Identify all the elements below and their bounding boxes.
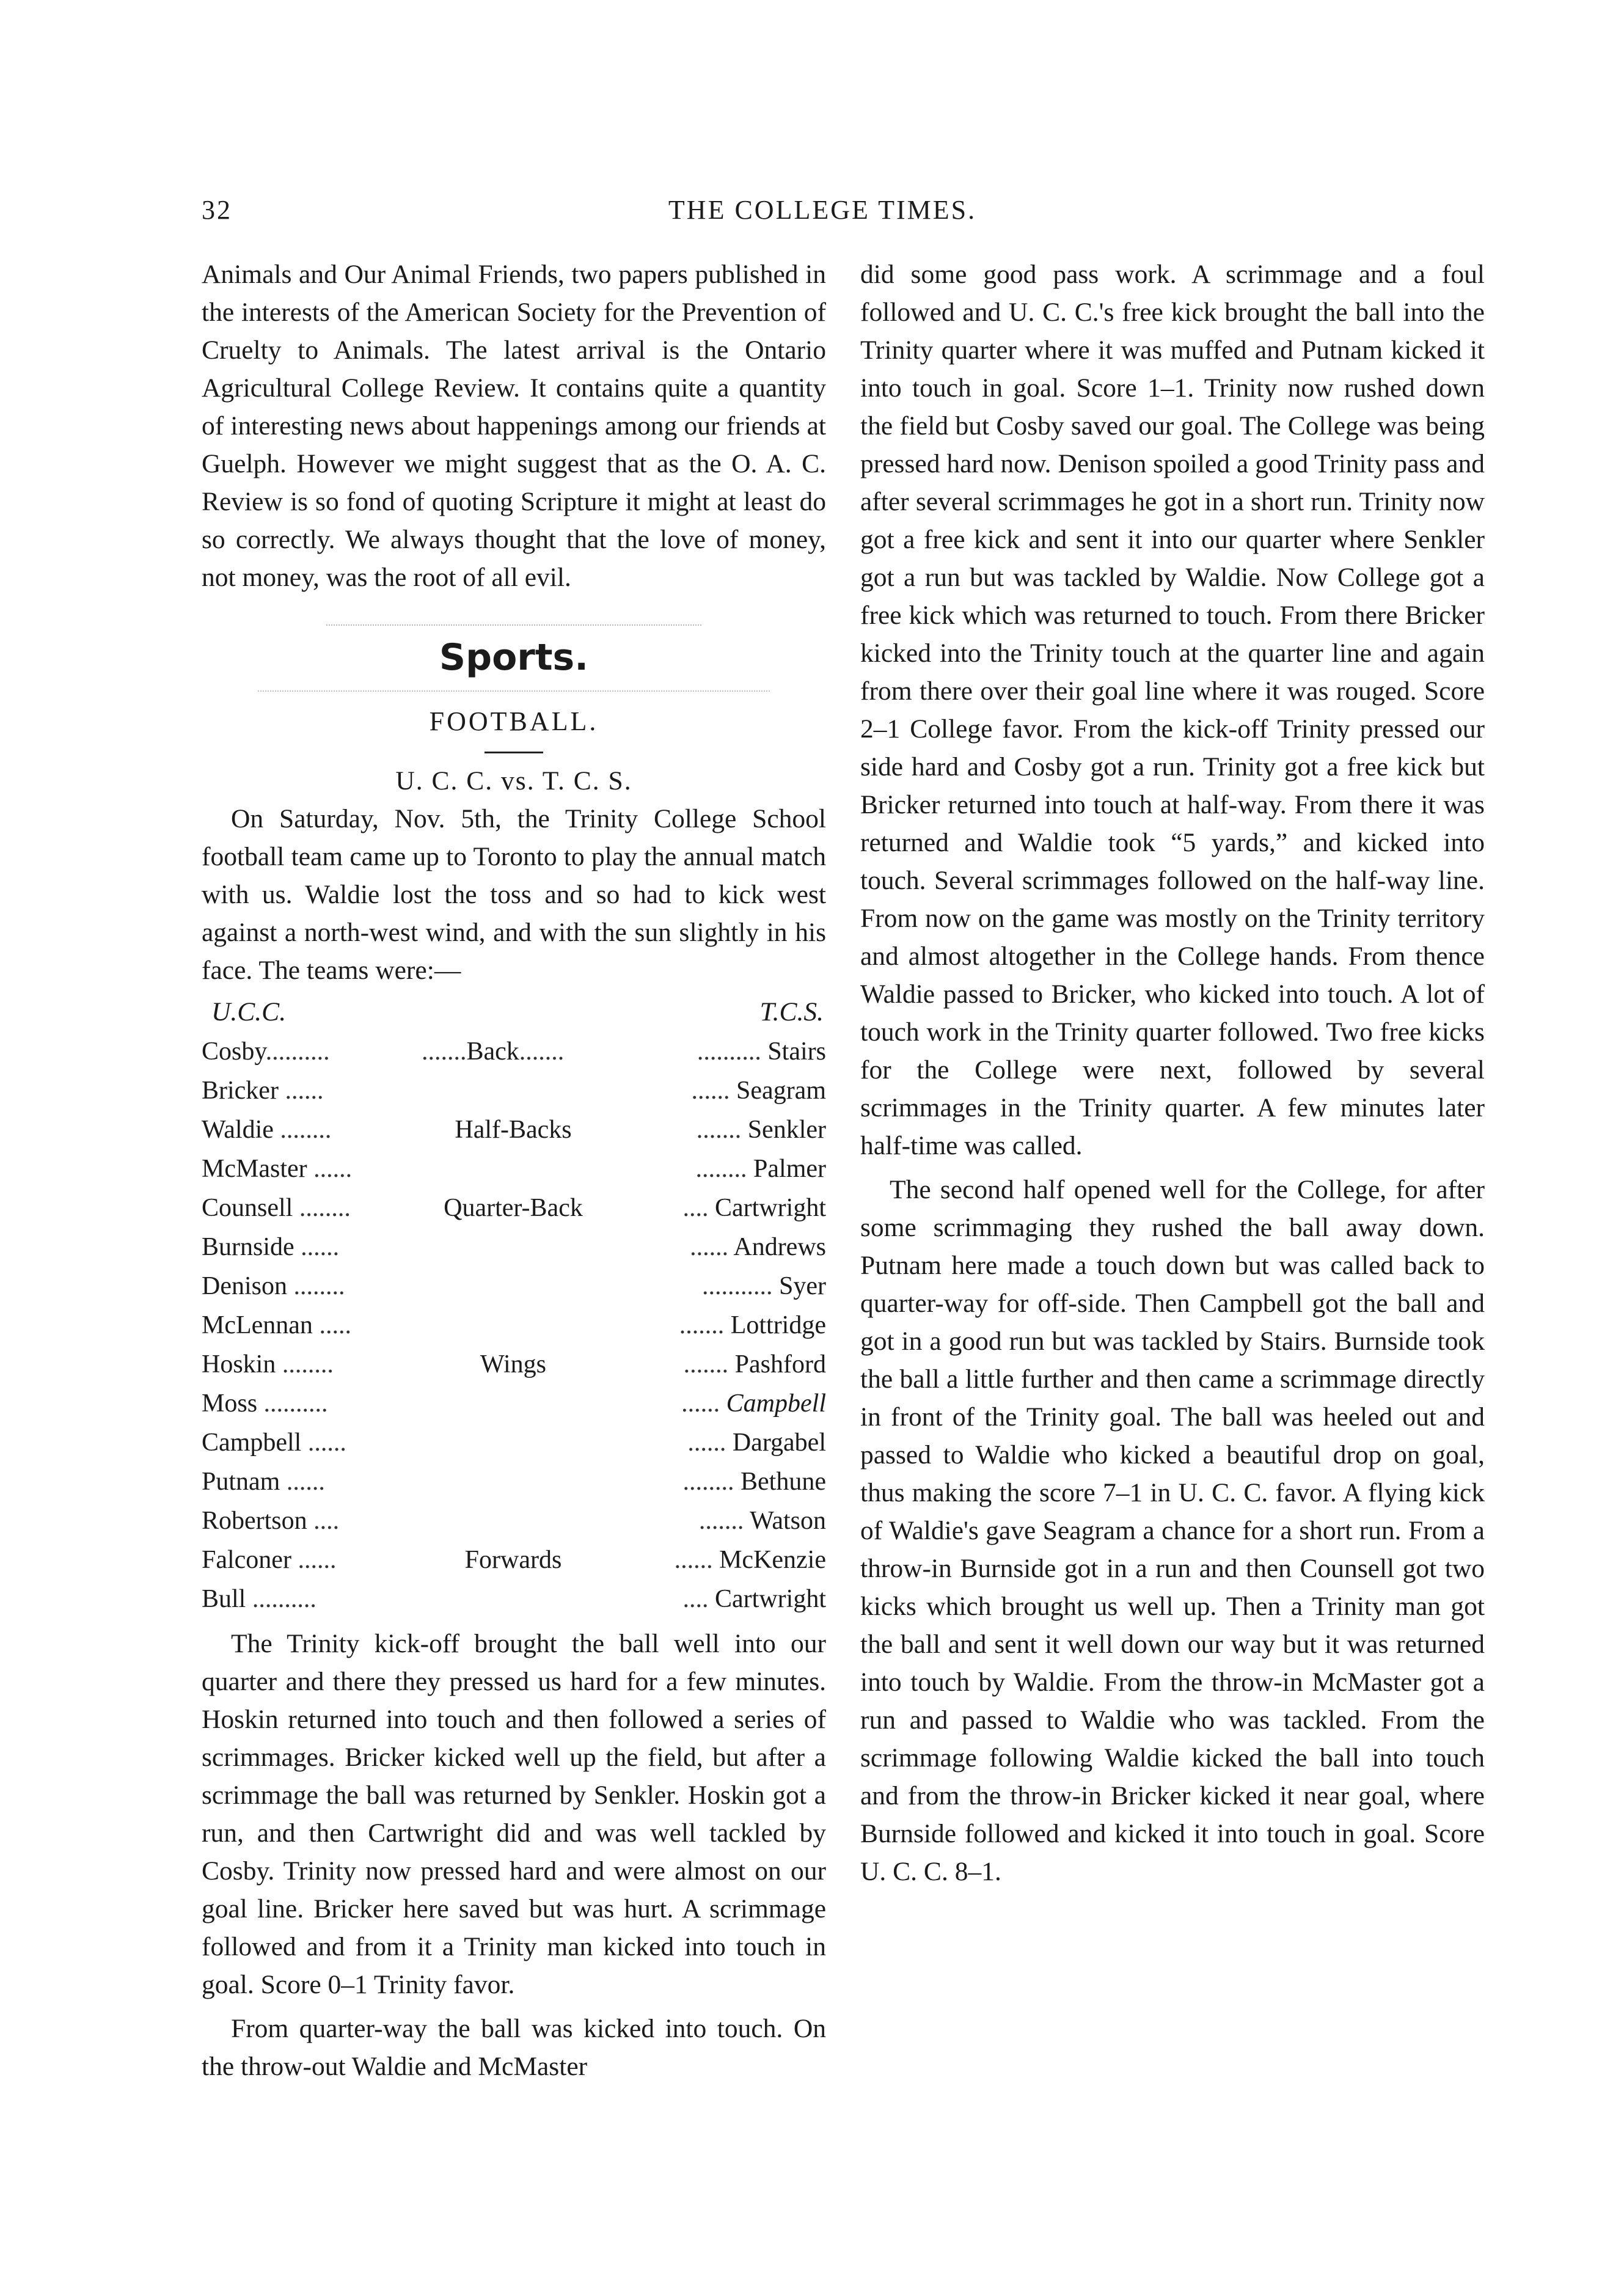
roster-row: ...... McKenzie (674, 1546, 826, 1574)
player-name: Falconer (202, 1546, 291, 1574)
positions-column (422, 1032, 605, 1619)
player-name: Cartwright (715, 1585, 826, 1613)
roster-row: ....... Senkler (696, 1116, 826, 1144)
position-label (422, 1501, 605, 1619)
subsection-title: FOOTBALL. (429, 706, 599, 736)
player-name: Campbell (202, 1429, 302, 1457)
roster-row: ...... Dargabel (687, 1429, 826, 1457)
player-name: Bethune (741, 1468, 826, 1496)
player-name: Campbell (726, 1389, 826, 1418)
ucc-header: U.C.C. (211, 997, 287, 1027)
position-label (422, 1228, 605, 1501)
match-report-paragraph: The second half opened well for the College, for after some scrimmaging they rushed the ball away down. Putnam here made a touch down but was called back to quarter-way for off-side. Then Campbell got the ball and got in a good run but was tackled by Stairs. Burnside took the ball a little further and then came a scrimmage directly in front of the Trinity goal. The ball was heeled out and passed to Waldie who kicked a beautiful drop on goal, thus making the score 7–1 in U. C. C. favor. A flying kick of Waldie's gave Seagram a chance for a short run. From a throw-in Burnside got in a run and then Counsell got two kicks which brought us well up. Then a Trinity man got the ball and sent it well down our way but it was returned into touch by Waldie. From the throw-in McMaster got a run and passed to Waldie who was tackled. From the scrimmage following Waldie kicked the ball into touch and from the throw-in Bricker kicked it near goal, where Burnside followed and kicked it into touch in goal. Score U. C. C. 8–1. (860, 1175, 1485, 1886)
player-name: Lottridge (730, 1311, 826, 1339)
roster-row: McLennan ..... (202, 1311, 351, 1339)
player-name: Cosby (202, 1038, 266, 1066)
roster-row: Cosby.......... (202, 1038, 330, 1066)
match-report-paragraph: From quarter-way the ball was kicked into touch. On the throw-out Waldie and McMaster (202, 2014, 826, 2081)
match-report-paragraph: did some good pass work. A scrimmage and a foul followed and U. C. C.'s free kick brought the ball into the Trinity quarter where it was muffed and Putnam kicked it into touch in goal. Score 1–1. Trinity now rushed down the field but Cosby saved our goal. The College was being pressed hard now. Denison spoiled a good Trinity pass and after several scrimmages he got in a short run. Trinity now got a free kick and sent it into our quarter where Senkler got a run but was tackled by Waldie. Now College got a free kick which was returned to touch. From there Bricker kicked into the Trinity touch at the quarter line and again from there over their goal line where it was rouged. Score 2–1 College favor. From the kick-off Trinity pressed our side hard and Cosby got a run. Trinity got a free kick but Bricker returned into touch at half-way. From there it was returned and Waldie took “5 yards,” and kicked into touch. Several scrimmages followed on the half-way line. From now on the game was mostly on the Trinity territory and almost altogether in the College hands. From thence Waldie passed to Bricker, who kicked into touch. A lot of touch work in the Trinity quarter followed. Two free kicks for the College were next, followed by several scrimmages in the Trinity quarter. A few minutes later half-time was called. (860, 260, 1485, 1160)
roster-row: Denison ........ (202, 1272, 345, 1300)
roster-row: Hoskin ........ (202, 1350, 334, 1378)
roster-row: ...... Seagram (691, 1077, 826, 1105)
position-label (422, 1188, 605, 1228)
player-name: Waldie (202, 1116, 274, 1144)
player-name: McKenzie (719, 1546, 826, 1574)
player-name: Dargabel (732, 1429, 826, 1457)
section-title: Sports. (439, 636, 589, 679)
player-name: Cartwright (715, 1194, 826, 1222)
player-name: Bull (202, 1585, 246, 1613)
team-rosters (202, 1032, 826, 1619)
roster-row: Putnam ...... (202, 1468, 325, 1496)
position-back: Back (466, 1038, 519, 1066)
player-name: Putnam (202, 1468, 280, 1496)
position-label: ....... Back ....... (422, 1032, 605, 1071)
position-label (422, 1071, 605, 1188)
tcs-header: T.C.S. (759, 997, 824, 1027)
roster-row: .......... Stairs (697, 1038, 826, 1066)
player-name: Seagram (736, 1077, 826, 1105)
match-report-paragraph: The Trinity kick-off brought the ball well into our quarter and there they pressed us hard for a few minutes. Hoskin returned into touch and then followed a series of scrimmages. Bricker kicked well up the field, but after a scrimmage the ball was returned by Senkler. Hoskin got a run, and then Cartwright did and was well tackled by Cosby. Trinity now pressed hard and were almost on our goal line. Bricker here saved but was hurt. A scrimmage followed and from it a Trinity man kicked into touch in goal. Score 0–1 Trinity favor. (202, 1629, 826, 1999)
player-name: Denison (202, 1272, 287, 1300)
player-name: Robertson (202, 1507, 307, 1535)
roster-row: Moss .......... (202, 1389, 328, 1418)
roster-row: ........ Palmer (695, 1155, 826, 1183)
player-name: McMaster (202, 1155, 307, 1183)
journal-title: THE COLLEGE TIMES. (668, 195, 977, 225)
roster-row: Counsell ........ (202, 1194, 351, 1222)
player-name: McLennan (202, 1311, 313, 1339)
roster-row: Bricker ...... (202, 1077, 324, 1105)
roster-row: Burnside ...... (202, 1233, 340, 1261)
roster-row: .... Cartwright (682, 1194, 826, 1222)
player-name: Watson (750, 1507, 826, 1535)
roster-row: ....... Watson (698, 1507, 826, 1535)
roster-row: ...... Campbell (681, 1389, 826, 1418)
roster-row: Campbell ...... (202, 1429, 346, 1457)
roster-row: Falconer ...... (202, 1546, 337, 1574)
ornament-divider-2 (258, 683, 770, 692)
position-half-backs: Half-Backs (455, 1116, 572, 1144)
player-name: Syer (779, 1272, 826, 1300)
player-name: Burnside (202, 1233, 294, 1261)
page-number: 32 (202, 195, 232, 225)
match-intro: On Saturday, Nov. 5th, the Trinity College School football team came up to Toronto to play the annual match with us. Waldie lost the toss and so had to kick west against a north-west wind, and with the sun slightly in his face. The teams were:— (202, 804, 826, 985)
roster-row: McMaster ...... (202, 1155, 353, 1183)
position-forwards: Forwards (464, 1546, 562, 1574)
left-column (202, 255, 826, 2085)
player-name: Palmer (753, 1155, 826, 1183)
right-column (860, 255, 1485, 1891)
player-name: Counsell (202, 1194, 293, 1222)
roster-row: ........ Bethune (682, 1468, 826, 1496)
position-wings: Wings (480, 1350, 546, 1378)
page-header (202, 194, 1443, 231)
match-title: U. C. C. vs. T. C. S. (395, 766, 632, 796)
roster-row: ........... Syer (702, 1272, 826, 1300)
roster-row: Waldie ........ (202, 1116, 332, 1144)
roster-row: ...... Andrews (690, 1233, 826, 1261)
roster-row: .... Cartwright (682, 1585, 826, 1613)
player-name: Stairs (767, 1038, 826, 1066)
roster-row: ....... Pashford (683, 1350, 826, 1378)
roster-row: Robertson .... (202, 1507, 340, 1535)
player-name: Moss (202, 1389, 258, 1418)
intro-paragraph: Animals and Our Animal Friends, two papers published in the interests of the American Society for the Prevention of Cruelty to Animals. The latest arrival is the Ontario Agricultural College Review. It contains quite a quantity of interesting news about happenings among our friends at Guelph. However we might suggest that as the O. A. C. Review is so fond of quoting Scripture it might at least do so correctly. We always thought that the love of money, not money, was the root of all evil. (202, 260, 826, 592)
ornament-divider (326, 610, 701, 626)
player-name: Hoskin (202, 1350, 276, 1378)
roster-row: ....... Lottridge (679, 1311, 826, 1339)
team-headers (202, 993, 826, 1031)
position-quarter-back: Quarter-Back (444, 1194, 583, 1222)
roster-row: Bull .......... (202, 1585, 316, 1613)
ucc-roster (202, 1032, 422, 1619)
player-name: Pashford (734, 1350, 826, 1378)
player-name: Andrews (733, 1233, 826, 1261)
player-name: Bricker (202, 1077, 279, 1105)
player-name: Senkler (747, 1116, 826, 1144)
short-rule (485, 752, 543, 753)
tcs-roster (605, 1032, 826, 1619)
